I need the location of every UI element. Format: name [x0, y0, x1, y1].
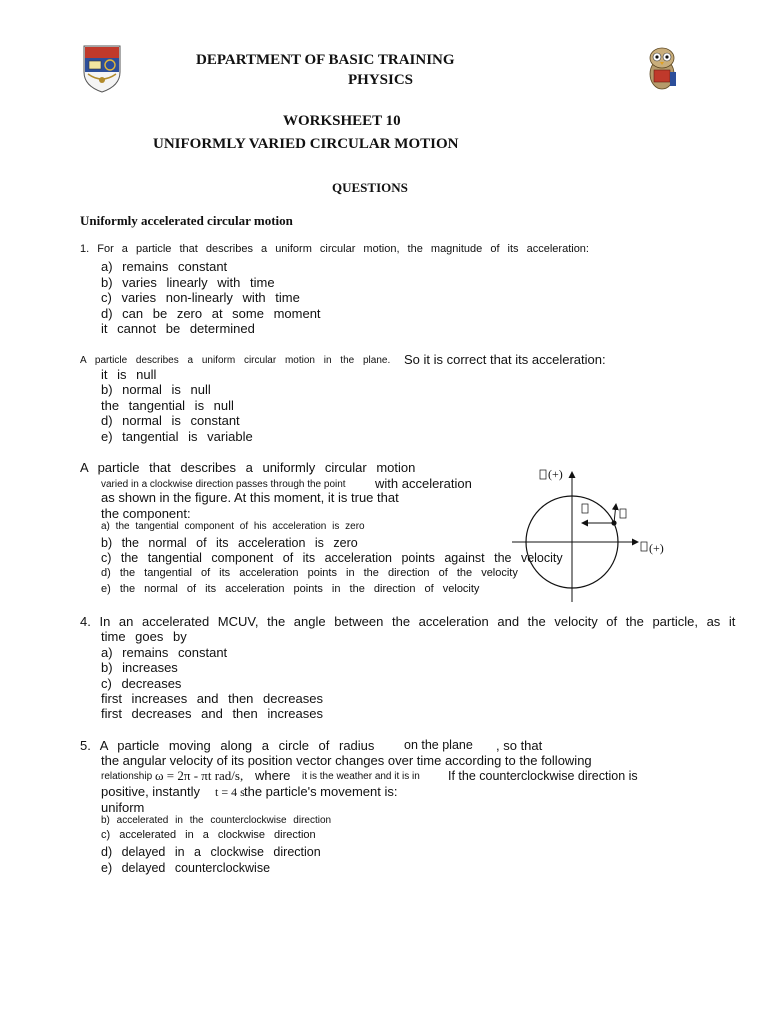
- q3-option: b) the normal of its acceleration is zero: [101, 536, 358, 550]
- question-3-line4: the component:: [101, 506, 191, 521]
- q1-option: a) remains constant: [101, 259, 228, 274]
- q3-option: d) the tangential of its acceleration points in the direction of the velocity: [101, 567, 518, 579]
- question-5-line1-end: , so that: [496, 738, 543, 753]
- question-5-line4-end: the particle's movement is:: [244, 784, 398, 799]
- question-5-weather-note: it is the weather and it is in: [302, 771, 420, 782]
- q4-option: first increases and then decreases: [101, 691, 323, 706]
- glyph-box: [540, 470, 546, 479]
- q2-option: d) normal is constant: [101, 413, 240, 428]
- question-3-line3: as shown in the figure. At this moment, it is true that: [101, 490, 399, 505]
- question-5-line1-plane: on the plane: [404, 738, 473, 752]
- q4-option: b) increases: [101, 660, 178, 675]
- question-3-line1: A particle that describes a uniformly circular motion: [80, 460, 416, 475]
- q2-option: it is null: [101, 367, 157, 382]
- q1-option: it cannot be determined: [101, 321, 255, 336]
- q4-option: first decreases and then increases: [101, 706, 323, 721]
- x-axis-label: (+): [649, 541, 664, 555]
- question-2-stem-small: A particle describes a uniform circular motion in the plane.: [80, 355, 391, 366]
- q5-option: uniform: [101, 800, 145, 815]
- glyph-box: [620, 509, 626, 518]
- university-logo: [80, 44, 124, 94]
- q5-option: c) accelerated in a clockwise direction: [101, 829, 316, 841]
- worksheet-title: UNIFORMLY VARIED CIRCULAR MOTION: [153, 136, 459, 152]
- circular-motion-figure: [510, 462, 670, 604]
- q5-option: d) delayed in a clockwise direction: [101, 845, 321, 859]
- question-4-line2: time goes by: [101, 629, 187, 644]
- q4-option: a) remains constant: [101, 645, 228, 660]
- question-5-line2: the angular velocity of its position vector changes over time according to the following: [101, 753, 592, 768]
- question-1-stem: 1. For a particle that describes a uniform circular motion, the magnitude of its acceleration:: [80, 243, 589, 255]
- question-5-line4: positive, instantly: [101, 784, 200, 799]
- department-title: DEPARTMENT OF BASIC TRAINING: [196, 52, 455, 68]
- question-3-line2-small: varied in a clockwise direction passes through the point: [101, 479, 346, 490]
- q1-option: c) varies non-linearly with time: [101, 290, 300, 305]
- glyph-box: [582, 504, 588, 513]
- question-3-line2: with acceleration: [375, 476, 472, 491]
- q3-option: c) the tangential component of its acceleration points against the velocity: [101, 551, 563, 565]
- q3-option: a) the tangential component of his acceleration is zero: [101, 521, 365, 532]
- radial-arrow: [614, 504, 616, 523]
- question-5-relationship-label: relationship: [101, 771, 153, 782]
- q5-option: e) delayed counterclockwise: [101, 861, 271, 875]
- angular-velocity-equation: ω = 2π - πt rad/s,: [155, 768, 244, 783]
- question-4-line1: 4. In an accelerated MCUV, the angle between the acceleration and the velocity of the particle, as it: [80, 614, 736, 629]
- q5-option: b) accelerated in the counterclockwise direction: [101, 815, 332, 826]
- q2-option: b) normal is null: [101, 382, 211, 397]
- owl-mascot-logo: [640, 44, 684, 94]
- worksheet-number: WORKSHEET 10: [283, 113, 401, 129]
- q2-option: the tangential is null: [101, 398, 234, 413]
- point-p: [611, 520, 616, 525]
- glyph-box: [641, 542, 647, 551]
- q1-option: d) can be zero at some moment: [101, 306, 321, 321]
- time-value: t = 4 s: [215, 785, 245, 799]
- q3-option: e) the normal of its acceleration points in the direction of velocity: [101, 583, 480, 595]
- question-5-where: where: [255, 768, 291, 783]
- section-heading: Uniformly accelerated circular motion: [80, 213, 293, 228]
- question-2-stem: So it is correct that its acceleration:: [404, 352, 606, 367]
- y-axis-label: (+): [548, 467, 563, 481]
- q1-option: b) varies linearly with time: [101, 275, 275, 290]
- question-5-line1: 5. A particle moving along a circle of radius: [80, 738, 375, 753]
- q2-option: e) tangential is variable: [101, 429, 253, 444]
- subject-title: PHYSICS: [348, 72, 414, 88]
- q4-option: c) decreases: [101, 676, 182, 691]
- question-5-direction: If the counterclockwise direction is: [448, 769, 638, 783]
- questions-heading: QUESTIONS: [332, 180, 408, 195]
